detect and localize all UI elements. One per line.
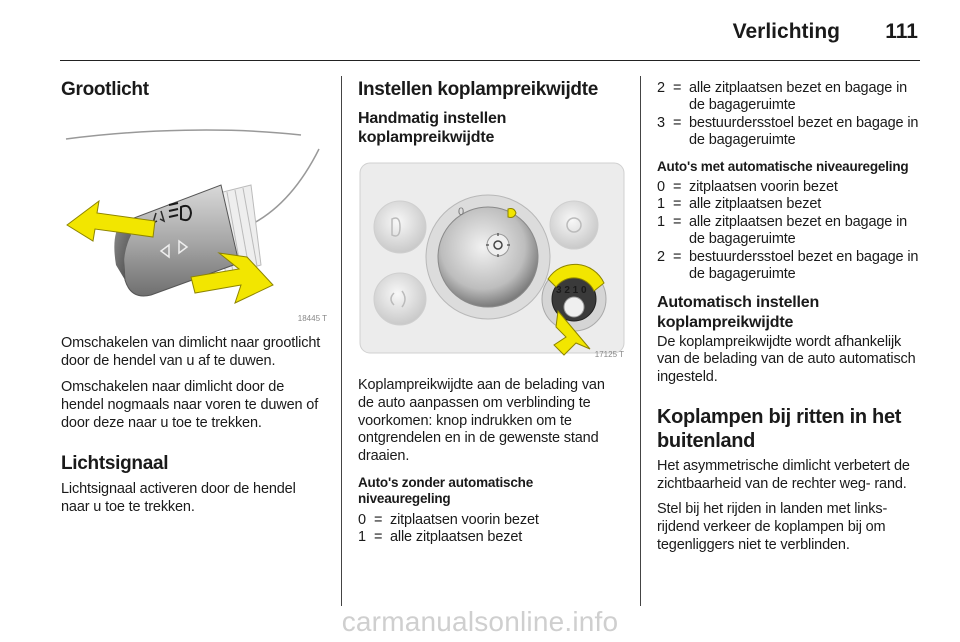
list-item: 0 = zitplaatsen voorin bezet — [358, 511, 539, 528]
met-niveauregeling-subheading: Auto's met automatische niveauregeling — [657, 158, 909, 174]
automatisch-heading: Automatisch instellen koplampreikwijdte — [657, 294, 820, 331]
watermark: carmanualsonline.info — [341, 606, 619, 637]
list-item: 2 = bestuurdersstoel bezet en bagage in de bagageruimte — [657, 248, 919, 282]
paragraph-buitenland-2: Stel bij het rijden in landen met links- rijdend verkeer de koplampen bij om tegenliggers niet te verblinden. — [657, 501, 888, 553]
header-rule — [60, 60, 920, 61]
handmatig-subheading: Handmatig instellen koplampreikwijdte — [358, 109, 507, 147]
column-3 — [657, 74, 922, 554]
headlight-switch-illustration — [358, 161, 626, 361]
list-item: 1 = alle zitplaatsen bezet — [358, 529, 523, 546]
list-item: 1 = alle zitplaatsen bezet en bagage in de bagageruimte — [657, 213, 908, 248]
paragraph-grootlicht-2: Omschakelen naar dimlicht door de hendel nogmaals naar voren te duwen of door deze naar u toe te trekken. — [61, 379, 319, 431]
zonder-list — [358, 512, 623, 547]
paragraph-buitenland-1: Het asymmetrische dimlicht verbetert de zichtbaarheid van de rechter weg- rand. — [657, 457, 910, 492]
buitenland-heading: Koplampen bij ritten in het buitenland — [657, 405, 902, 452]
headlight-switch-figure — [358, 161, 626, 361]
list-item: 2 = alle zitplaatsen bezet en bagage in de bagageruimte — [657, 80, 908, 114]
paragraph-automatisch: De koplampreikwijdte wordt afhankelijk van de belading van de auto automatisch ingesteld. — [657, 333, 916, 386]
list-item: 0 = zitplaatsen voorin bezet — [657, 179, 838, 196]
lichtsignaal-heading: Lichtsignaal — [61, 453, 169, 475]
zonder-niveauregeling-subheading: Auto's zonder automatische niveauregeling — [358, 474, 534, 507]
dial-digits: 3 2 1 0 — [556, 285, 587, 297]
column-2 — [358, 74, 623, 546]
paragraph-koplamp: Koplampreikwijdte aan de belading van de auto aanpassen om verblinding te voorkomen: knop indrukken om te ontgrendelen en in de gewenste stand draaien. — [358, 377, 605, 465]
page-number: 111 — [885, 20, 918, 43]
figure-code: 18445 T — [297, 313, 327, 323]
figure-code: 17125 T — [594, 350, 624, 360]
met-list — [657, 179, 922, 283]
switch-zero-label: 0 — [458, 206, 465, 219]
stalk-figure — [61, 115, 329, 325]
column-divider-1 — [341, 76, 342, 606]
list-item: 3 = bestuurdersstoel bezet en bagage in de bagageruimte — [657, 114, 919, 149]
paragraph-grootlicht-1: Omschakelen van dimlicht naar grootlicht door de hendel van u af te duwen. — [61, 334, 321, 369]
stalk-illustration — [61, 115, 329, 325]
push-arrow-icon — [67, 201, 155, 241]
list-item: 1 = alle zitplaatsen bezet — [657, 196, 822, 213]
koplampreikwijdte-heading: Instellen koplampreikwijdte — [358, 79, 599, 100]
grootlicht-heading: Grootlicht — [61, 79, 149, 100]
section-title: Verlichting — [732, 20, 840, 43]
column-divider-2 — [640, 76, 641, 606]
column-1 — [61, 74, 326, 517]
paragraph-lichtsignaal: Lichtsignaal activeren door de hendel naar u toe te trekken. — [61, 481, 296, 515]
list-continued — [657, 80, 922, 150]
page-header — [60, 16, 920, 60]
